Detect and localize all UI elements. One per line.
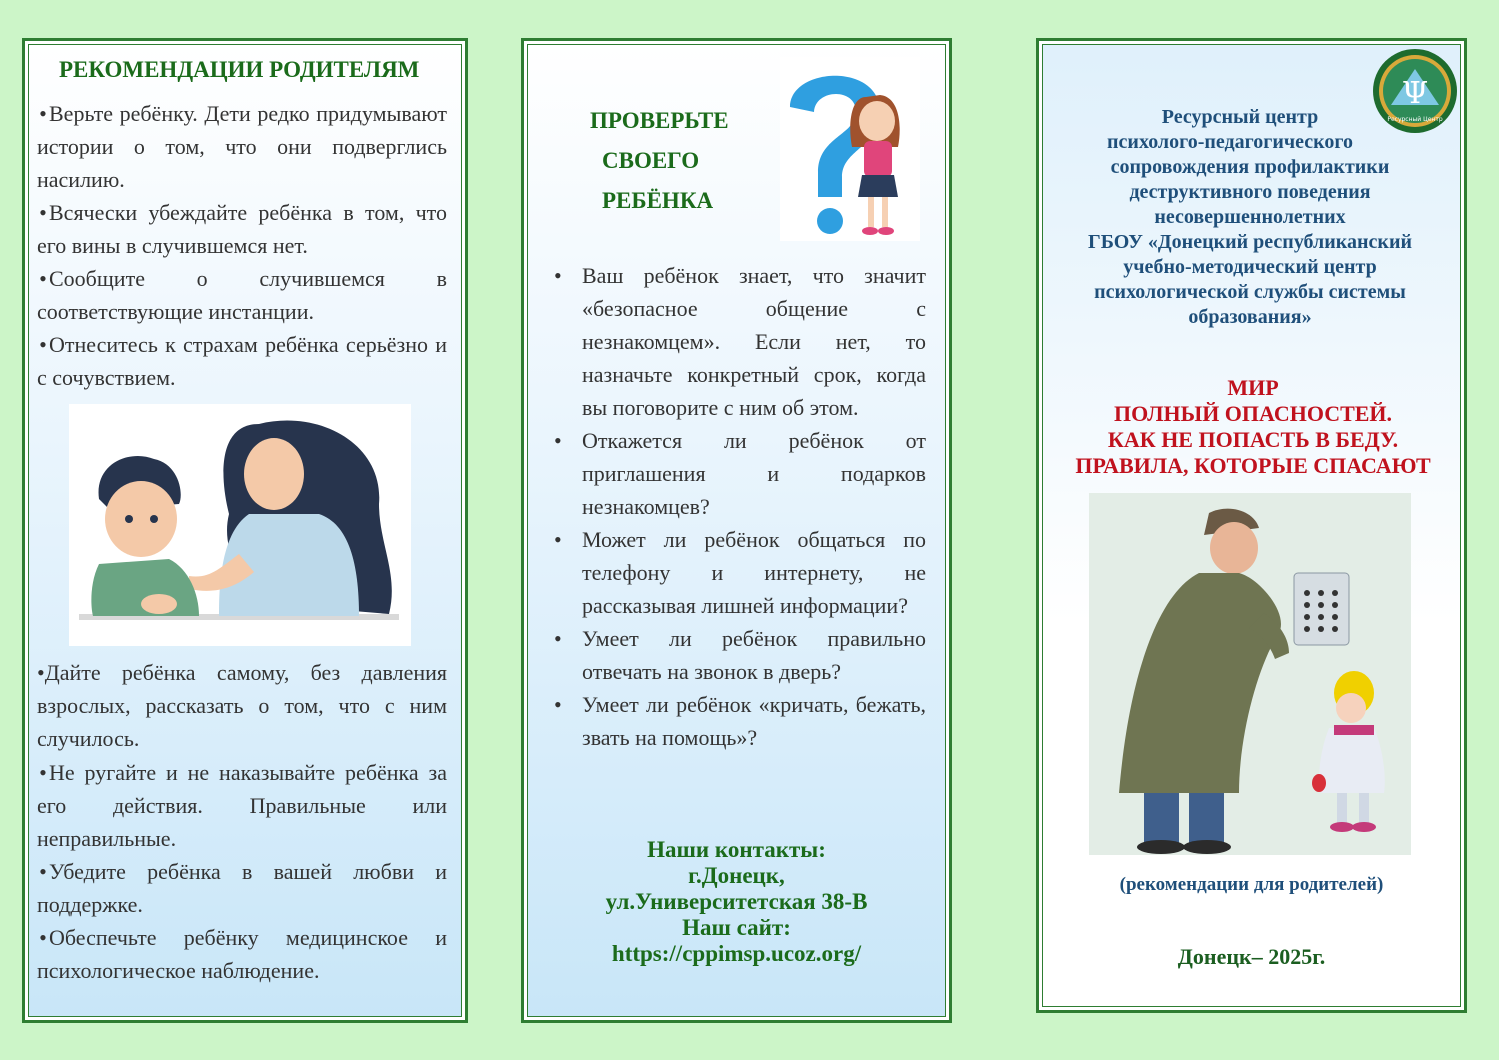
question-item: • Ваш ребёнок знает, что значит «безопасное общение с незнакомцем». Если нет, то назначьте конкретный срок, когда вы поговорите с ним об этом. <box>554 259 926 424</box>
site-label: Наш сайт: <box>682 915 791 940</box>
contacts-label: Наши контакты: <box>647 837 826 862</box>
tip-item: •Обеспечьте ребёнку медицинское и психологическое наблюдение. <box>37 921 447 987</box>
question-item: • Умеет ли ребёнок «кричать, бежать, звать на помощь»? <box>554 688 926 754</box>
question-item: • Умеет ли ребёнок правильно отвечать на звонок в дверь? <box>554 622 926 688</box>
right-panel <box>1036 38 1467 1013</box>
bullet-icon: • <box>39 332 47 357</box>
tip-item: •Дайте ребёнка самому, без давления взрослых, рассказать о том, что с ним случилось. <box>37 656 447 755</box>
brochure-main-title: МИР ПОЛНЫЙ ОПАСНОСТЕЙ. КАК НЕ ПОПАСТЬ В БЕДУ. ПРАВИЛА, КОТОРЫЕ СПАСАЮТ <box>1075 375 1431 478</box>
middle-panel <box>521 38 952 1023</box>
bullet-icon: • <box>39 101 47 126</box>
bullet-icon: • <box>37 660 45 685</box>
organization-name: Ресурсный центр психолого-педагогического сопровождения профилактики деструктивного поведения несовершеннолетних ГБОУ «Донецкий республиканский учебно-методический центр психологической службы системы образования» <box>1088 106 1412 328</box>
tip-item: •Всячески убеждайте ребёнка в том, что его вины в случившемся нет. <box>37 196 447 262</box>
bullet-icon: • <box>39 859 47 884</box>
contacts-city: г.Донецк, <box>688 863 785 888</box>
stranger-child-illustration <box>1089 493 1411 855</box>
question-girl-illustration <box>780 57 920 241</box>
bullet-icon: • <box>39 200 47 225</box>
question-item: • Откажется ли ребёнок от приглашения и подарков незнакомцев? <box>554 424 926 523</box>
tip-item: •Отнеситесь к страхам ребёнка серьёзно и с сочувствием. <box>37 328 447 394</box>
check-child-title: ПРОВЕРЬТЕ СВОЕГО РЕБЁНКА <box>590 108 729 213</box>
question-list <box>554 259 926 754</box>
tip-item: •Убедите ребёнка в вашей любви и поддержке. <box>37 855 447 921</box>
tip-item: •Не ругайте и не наказывайте ребёнка за его действия. Правильные или неправильные. <box>37 756 447 855</box>
bullet-icon: • <box>39 266 47 291</box>
site-link[interactable]: https://cppimsp.ucoz.org/ <box>611 941 862 966</box>
left-panel <box>22 38 468 1023</box>
bullet-icon: • <box>39 760 47 785</box>
contacts-block <box>524 837 949 967</box>
brochure-subtitle: (рекомендации для родителей) <box>1119 874 1384 895</box>
tip-item: •Сообщите о случившемся в соответствующие инстанции. <box>37 262 447 328</box>
bullet-icon: • <box>39 925 47 950</box>
city-year: Донецк– 2025г. <box>1177 944 1326 969</box>
question-item: • Может ли ребёнок общаться по телефону и интернету, не рассказывая лишней информации? <box>554 523 926 622</box>
recommendations-title: РЕКОМЕНДАЦИИ РОДИТЕЛЯМ <box>59 57 420 82</box>
contacts-address: ул.Университетская 38-В <box>605 889 868 914</box>
svg-text:Ресурсный Центр: Ресурсный Центр <box>1387 116 1443 123</box>
tip-item: •Верьте ребёнку. Дети редко придумывают истории о том, что они подверглись насилию. <box>37 97 447 196</box>
mother-child-illustration <box>69 404 411 646</box>
svg-text:Ψ: Ψ <box>1401 76 1429 111</box>
